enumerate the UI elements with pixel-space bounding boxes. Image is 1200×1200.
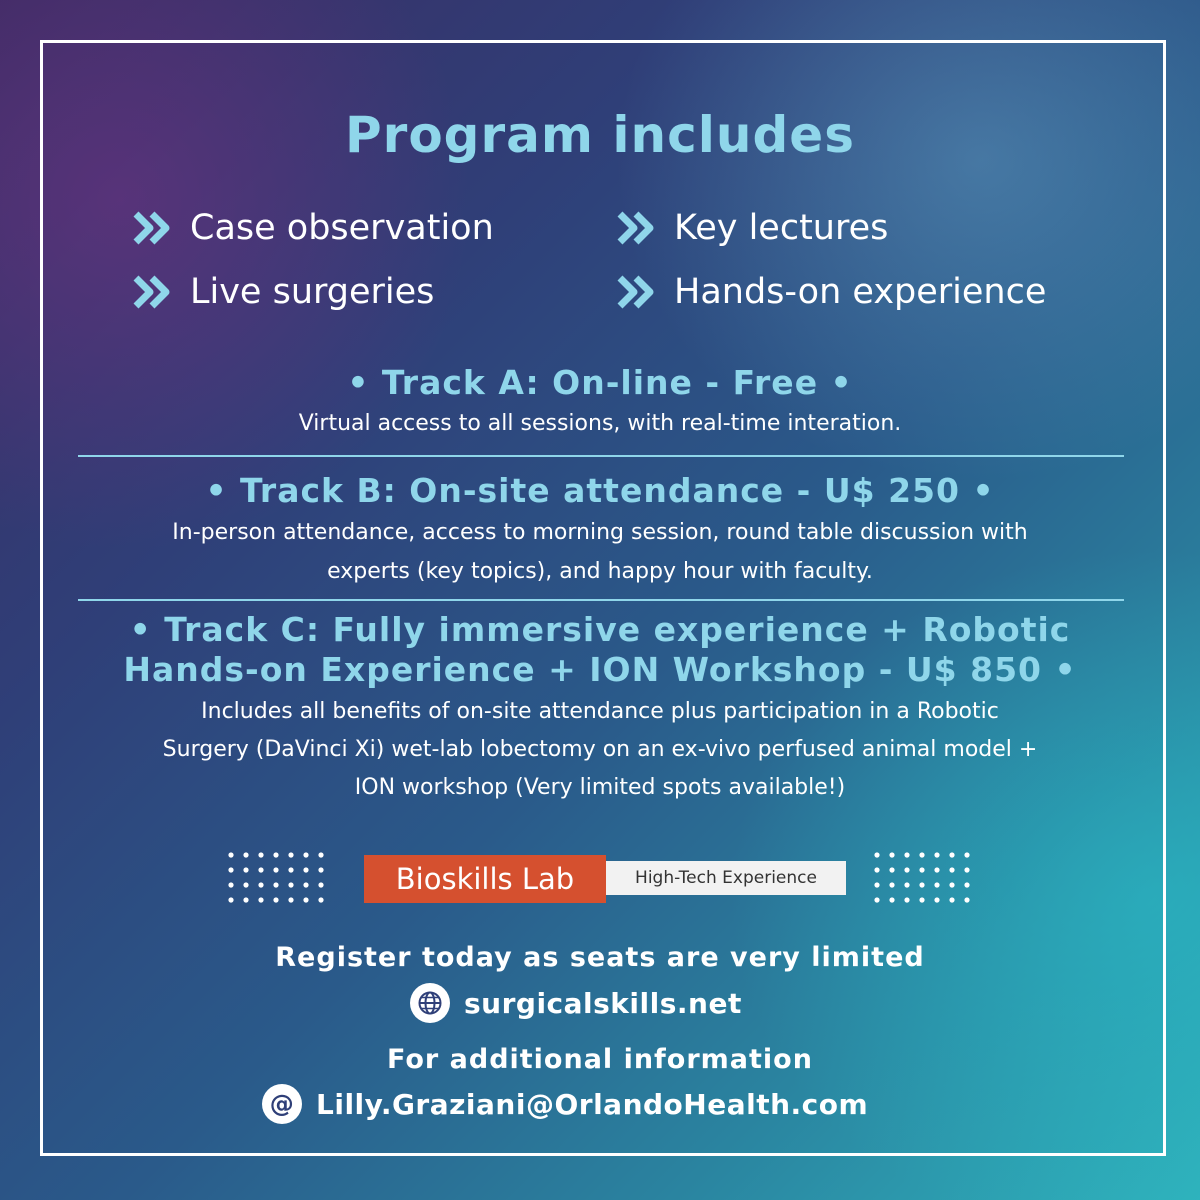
track-a-description: Virtual access to all sessions, with real-time interation. (298, 411, 902, 436)
decorative-dot (273, 897, 278, 902)
track-c-title-line-2: Hands-on Experience + ION Workshop - U$ 850 • (123, 650, 1077, 689)
track-b-description-line-2: experts (key topics), and happy hour with faculty. (327, 559, 873, 584)
website-link[interactable]: surgicalskills.net (464, 986, 742, 1020)
decorative-dot (904, 867, 909, 872)
decorative-dot (889, 867, 894, 872)
decorative-dot (258, 882, 263, 887)
track-b-description-line-1: In-person attendance, access to morning session, round table discussion with (172, 520, 1028, 545)
double-chevron-right-icon (616, 210, 658, 246)
decorative-dot (904, 882, 909, 887)
decorative-dot (273, 882, 278, 887)
include-label: Live surgeries (190, 272, 435, 312)
decorative-dot (919, 897, 924, 902)
website-row (410, 983, 742, 1023)
decorative-dot (874, 882, 879, 887)
decorative-dot (258, 852, 263, 857)
decorative-dot (273, 867, 278, 872)
decorative-dot (243, 867, 248, 872)
track-c-description-line-1: Includes all benefits of on-site attendance plus participation in a Robotic (201, 699, 999, 724)
email-link[interactable]: Lilly.Graziani@OrlandoHealth.com (316, 1087, 869, 1121)
decorative-dot (243, 897, 248, 902)
decorative-dot (228, 897, 233, 902)
decorative-dot (273, 852, 278, 857)
decorative-dot (243, 882, 248, 887)
globe-icon (410, 983, 450, 1023)
double-chevron-right-icon (132, 210, 174, 246)
decorative-dot (934, 882, 939, 887)
decorative-dot (874, 897, 879, 902)
decorative-dot (258, 867, 263, 872)
decorative-dot (904, 897, 909, 902)
at-sign-icon: @ (262, 1084, 302, 1124)
decorative-dot (288, 882, 293, 887)
decorative-dot (919, 867, 924, 872)
double-chevron-right-icon (132, 274, 174, 310)
include-label: Key lectures (674, 208, 889, 248)
decorative-dot (949, 852, 954, 857)
decorative-dot (904, 852, 909, 857)
decorative-dot (258, 897, 263, 902)
divider (78, 599, 1124, 601)
decorative-dot (303, 867, 308, 872)
double-chevron-right-icon (616, 274, 658, 310)
page-title: Program includes (345, 106, 855, 164)
decorative-dot (318, 852, 323, 857)
lab-tagline: High-Tech Experience (606, 861, 846, 895)
include-label: Case observation (190, 208, 494, 248)
include-item-case-observation (132, 206, 494, 250)
include-item-key-lectures (616, 206, 888, 250)
decorative-dot (228, 882, 233, 887)
decorative-dot (919, 882, 924, 887)
decorative-dot (889, 852, 894, 857)
decorative-dot (949, 867, 954, 872)
decorative-dot (949, 897, 954, 902)
decorative-dot (288, 867, 293, 872)
track-c-title-line-1: • Track C: Fully immersive experience + Robotic (129, 610, 1071, 649)
decorative-dot (934, 852, 939, 857)
decorative-dot (243, 852, 248, 857)
include-item-hands-on-experience (616, 270, 1046, 314)
decorative-dot (874, 867, 879, 872)
decorative-dot (964, 867, 969, 872)
decorative-dot (288, 897, 293, 902)
track-b-title: • Track B: On-site attendance - U$ 250 • (205, 471, 995, 510)
include-label: Hands-on experience (674, 272, 1047, 312)
decorative-dot (964, 852, 969, 857)
decorative-dot (303, 882, 308, 887)
track-c-description-line-2: Surgery (DaVinci Xi) wet-lab lobectomy on an ex-vivo perfused animal model + (162, 737, 1038, 762)
decorative-dot (303, 897, 308, 902)
track-a-title: • Track A: On-line - Free • (347, 363, 853, 402)
include-item-live-surgeries (132, 270, 434, 314)
decorative-dot (889, 897, 894, 902)
decorative-dot (303, 852, 308, 857)
info-label: For additional information (387, 1044, 813, 1075)
decorative-dot (889, 882, 894, 887)
divider (78, 455, 1124, 457)
decorative-dot (919, 852, 924, 857)
decorative-dot (228, 852, 233, 857)
bioskills-lab-logo: Bioskills Lab (364, 855, 606, 903)
decorative-dot (318, 897, 323, 902)
decorative-dot (874, 852, 879, 857)
decorative-dot (934, 867, 939, 872)
register-cta: Register today as seats are very limited (275, 942, 925, 973)
decorative-dot (318, 882, 323, 887)
dot-grid-right (872, 850, 976, 904)
dot-grid-left (226, 850, 330, 904)
decorative-dot (288, 852, 293, 857)
track-c-description-line-3: ION workshop (Very limited spots available!) (354, 775, 846, 800)
decorative-dot (934, 897, 939, 902)
email-row (262, 1084, 868, 1124)
decorative-dot (318, 867, 323, 872)
decorative-dot (964, 882, 969, 887)
decorative-dot (964, 897, 969, 902)
decorative-dot (949, 882, 954, 887)
decorative-dot (228, 867, 233, 872)
